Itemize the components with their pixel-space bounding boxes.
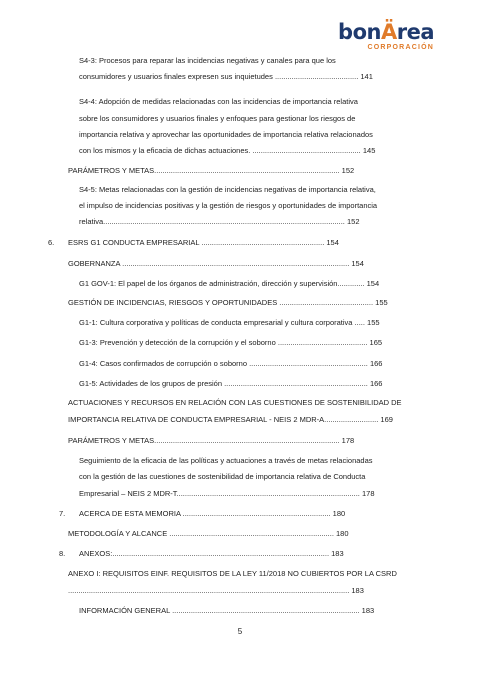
toc-entry[interactable]: relativa.................................................................................................................... 152 xyxy=(79,217,360,226)
toc-entry[interactable]: GOBERNANZA ............................................................................................................. 154 xyxy=(68,259,364,268)
toc-entry[interactable]: IMPORTANCIA RELATIVA DE CONDUCTA EMPRESARIAL - NEIS 2 MDR-A.......................... 169 xyxy=(68,415,393,424)
company-logo xyxy=(338,22,434,51)
toc-entry[interactable]: con los mismos y la eficacia de dichas actuaciones. .................................................... 145 xyxy=(79,146,376,155)
toc-entry[interactable]: con la gestión de las cuestiones de sostenibilidad de importancia relativa de Conducta xyxy=(79,472,366,481)
toc-entry[interactable]: S4-5: Metas relacionadas con la gestión de incidencias negativas de importancia relativa, xyxy=(79,185,376,194)
toc-entry[interactable]: importancia relativa y aprovechar las oportunidades de importancia relativa relacionados xyxy=(79,130,373,139)
toc-entry[interactable]: S4-4: Adopción de medidas relacionadas con las incidencias de importancia relativa xyxy=(79,97,358,106)
toc-entry[interactable]: PARÁMETROS Y METAS......................................................................................... 152 xyxy=(68,166,355,175)
toc-entry[interactable]: Empresarial – NEIS 2 MDR-T........................................................................................ 178 xyxy=(79,489,375,498)
toc-entry[interactable]: G1 GOV-1: El papel de los órganos de administración, dirección y supervisión............. 154 xyxy=(79,279,380,288)
toc-entry[interactable]: G1-5: Actividades de los grupos de presión ..................................................................... 166 xyxy=(79,379,383,388)
toc-entry-label: ACERCA DE ESTA MEMORIA ....................................................................... 180 xyxy=(79,509,346,518)
page-number: 5 xyxy=(237,627,243,636)
toc-section-number: 6. xyxy=(48,238,55,247)
toc-entry[interactable] xyxy=(59,509,346,519)
toc-entry[interactable]: sobre los consumidores y usuarios finales y enfoques para gestionar los riesgos de xyxy=(79,114,356,123)
toc-entry-label: ESRS G1 CONDUCTA EMPRESARIAL ........................................................... 154 xyxy=(68,238,339,247)
toc-entry[interactable]: S4-3: Procesos para reparar las incidencias negativas y canales para que los xyxy=(79,56,336,65)
toc-entry[interactable]: INFORMACIÓN GENERAL .......................................................................................... 183 xyxy=(79,606,375,615)
toc-entry[interactable]: PARÁMETROS Y METAS......................................................................................... 178 xyxy=(68,436,355,445)
toc-entry[interactable]: ....................................................................................................................................... 183 xyxy=(68,586,364,595)
logo-text-left: bon xyxy=(338,20,381,44)
toc-entry[interactable]: G1-3: Prevención y detección de la corrupción y el soborno ........................................... 165 xyxy=(79,338,383,347)
toc-entry[interactable]: ANEXO I: REQUISITOS EINF. REQUISITOS DE LA LEY 11/2018 NO CUBIERTOS POR LA CSRD xyxy=(68,569,397,578)
logo-text-right: rea xyxy=(396,20,434,44)
toc-entry[interactable]: G1-1: Cultura corporativa y políticas de conducta empresarial y cultura corporativa ..... 155 xyxy=(79,318,380,327)
toc-section-number: 8. xyxy=(59,549,66,558)
toc-entry[interactable]: GESTIÓN DE INCIDENCIAS, RIESGOS Y OPORTUNIDADES ............................................. 155 xyxy=(68,298,388,307)
toc-entry[interactable]: consumidores y usuarios finales expresen sus inquietudes ........................................ 141 xyxy=(79,72,373,81)
logo-text-accent: Ä xyxy=(380,20,397,44)
toc-entry[interactable]: G1-4: Casos confirmados de corrupción o soborno ......................................................... 166 xyxy=(79,359,383,368)
toc-entry[interactable]: METODOLOGÍA Y ALCANCE ............................................................................... 180 xyxy=(68,529,349,538)
toc-entry[interactable] xyxy=(48,238,339,248)
toc-entry[interactable]: Seguimiento de la eficacia de las políticas y actuaciones a través de metas relacionadas xyxy=(79,456,373,465)
logo-subtitle: CORPORACIÓN xyxy=(367,44,434,51)
toc-entry[interactable]: el impulso de incidencias positivas y la gestión de riesgos y oportunidades de importancia xyxy=(79,201,378,210)
toc-section-number: 7. xyxy=(59,509,66,518)
toc-entry[interactable]: ACTUACIONES Y RECURSOS EN RELACIÓN CON LAS CUESTIONES DE SOSTENIBILIDAD DE xyxy=(68,398,402,407)
toc-entry-label: ANEXOS:........................................................................................................ 183 xyxy=(79,549,344,558)
toc-entry[interactable] xyxy=(59,549,344,559)
